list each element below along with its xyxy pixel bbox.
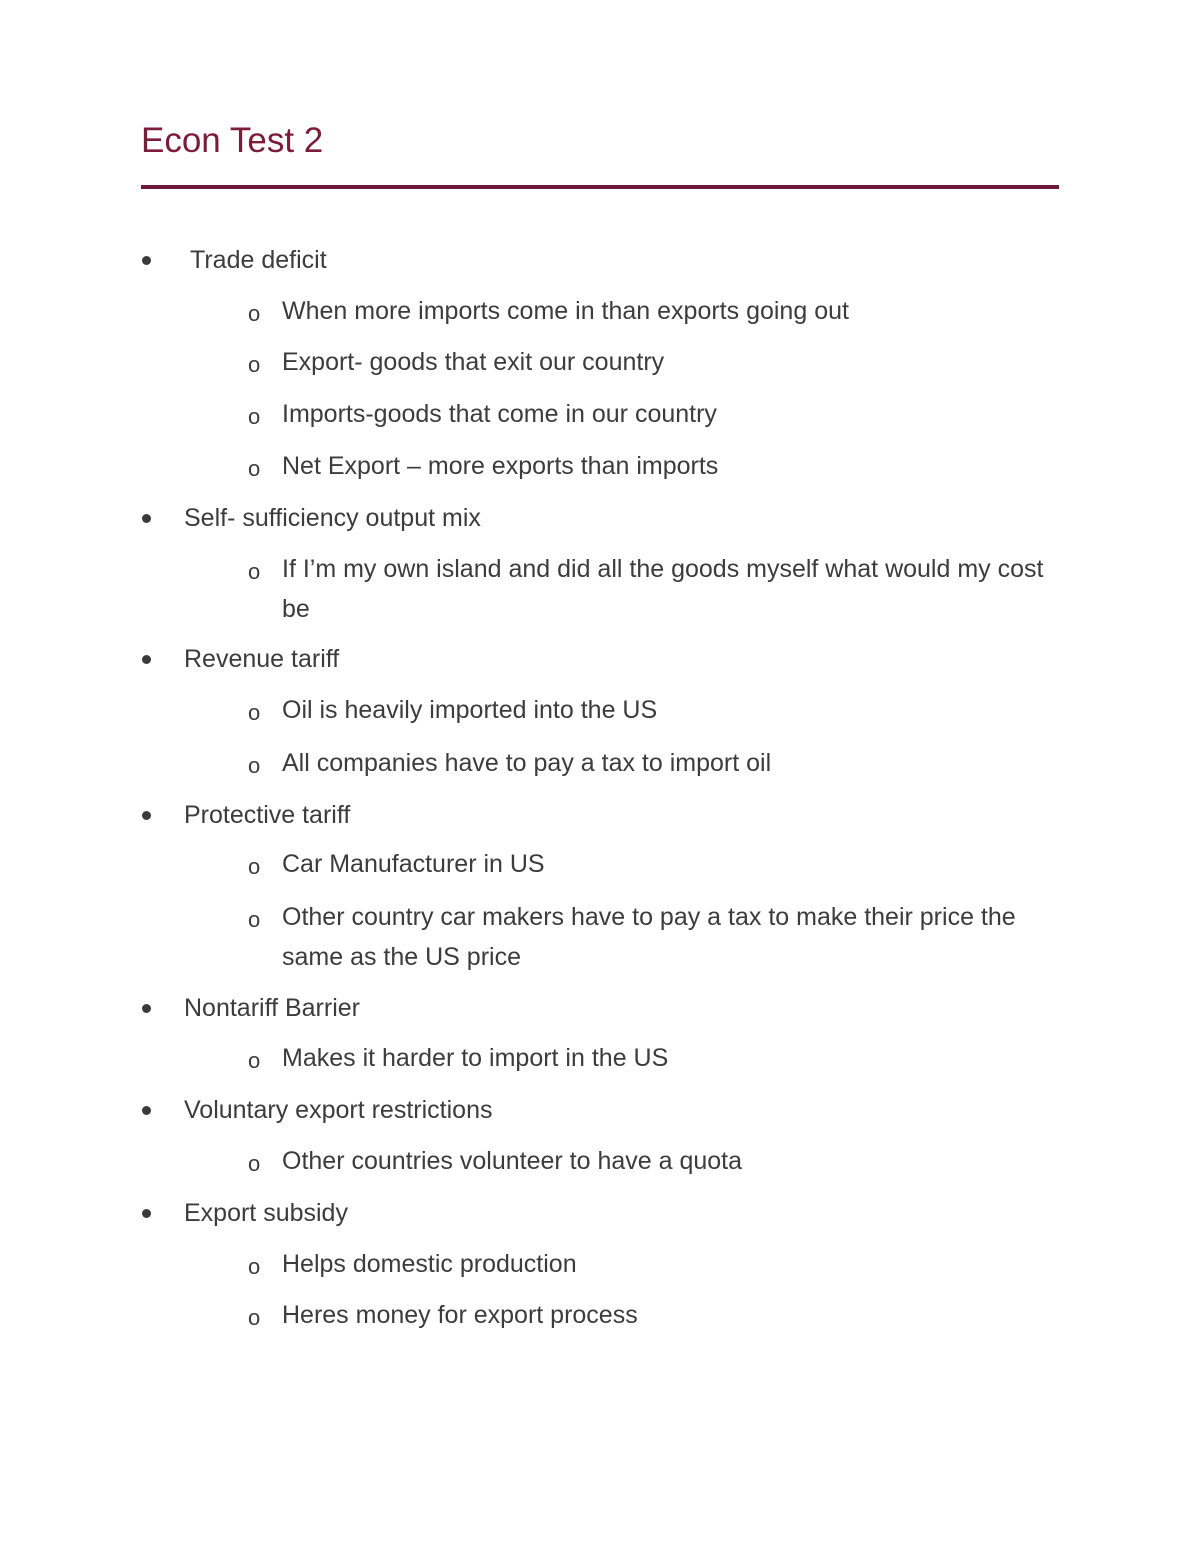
bullet-marker: [141, 795, 177, 835]
list-item-text: Export- goods that exit our country: [282, 348, 665, 376]
sub-bullet-marker: o: [248, 753, 261, 778]
sub-bullet-marker: o: [248, 700, 261, 725]
section-heading-label: Self- sufficiency output mix: [184, 504, 481, 532]
list-item-text: When more imports come in than exports going out: [282, 297, 849, 325]
bullet-marker: [141, 1090, 177, 1130]
sub-bullet-marker: o: [248, 907, 261, 932]
list-item-text: If I’m my own island and did all the goods myself what would my cost be: [282, 555, 1044, 623]
section-heading-label: Revenue tariff: [184, 645, 340, 673]
list-item-text: Heres money for export process: [282, 1301, 638, 1329]
section-heading-label: Protective tariff: [184, 801, 351, 829]
sub-bullet-marker: o: [248, 1151, 261, 1176]
bullet-marker: [141, 498, 177, 538]
sub-bullet-marker: o: [248, 1305, 261, 1330]
list-item-text: Makes it harder to import in the US: [282, 1044, 669, 1072]
sub-bullet-marker: o: [248, 854, 261, 879]
sub-bullet-marker: o: [248, 559, 261, 584]
sub-bullet-marker: o: [248, 404, 261, 429]
sub-bullet-marker: o: [248, 301, 261, 326]
bullet-marker: [141, 988, 177, 1028]
list-item-text: All companies have to pay a tax to import oil: [282, 749, 772, 777]
sub-bullet-marker: o: [248, 352, 261, 377]
bullet-marker: [141, 639, 177, 679]
list-item-text: Other countries volunteer to have a quota: [282, 1147, 743, 1175]
list-item-text: Oil is heavily imported into the US: [282, 696, 658, 724]
list-item-text: Helps domestic production: [282, 1250, 577, 1278]
list-item-text: Car Manufacturer in US: [282, 850, 545, 878]
bullet-marker: [141, 240, 177, 280]
sub-bullet-marker: o: [248, 1048, 261, 1073]
section-heading-label: Nontariff Barrier: [184, 994, 360, 1022]
section-heading-label: Trade deficit: [190, 246, 327, 274]
list-item-text: Net Export – more exports than imports: [282, 452, 719, 480]
section-heading-label: Voluntary export restrictions: [184, 1096, 493, 1124]
list-item-text: Imports-goods that come in our country: [282, 400, 717, 428]
bullet-marker: [141, 1193, 177, 1233]
section-heading-label: Export subsidy: [184, 1199, 348, 1227]
list-item-text: Other country car makers have to pay a tax to make their price the same as the US price: [282, 903, 1016, 971]
sub-bullet-marker: o: [248, 1254, 261, 1279]
sub-bullet-marker: o: [248, 456, 261, 481]
document-title: Econ Test 2: [141, 121, 324, 160]
